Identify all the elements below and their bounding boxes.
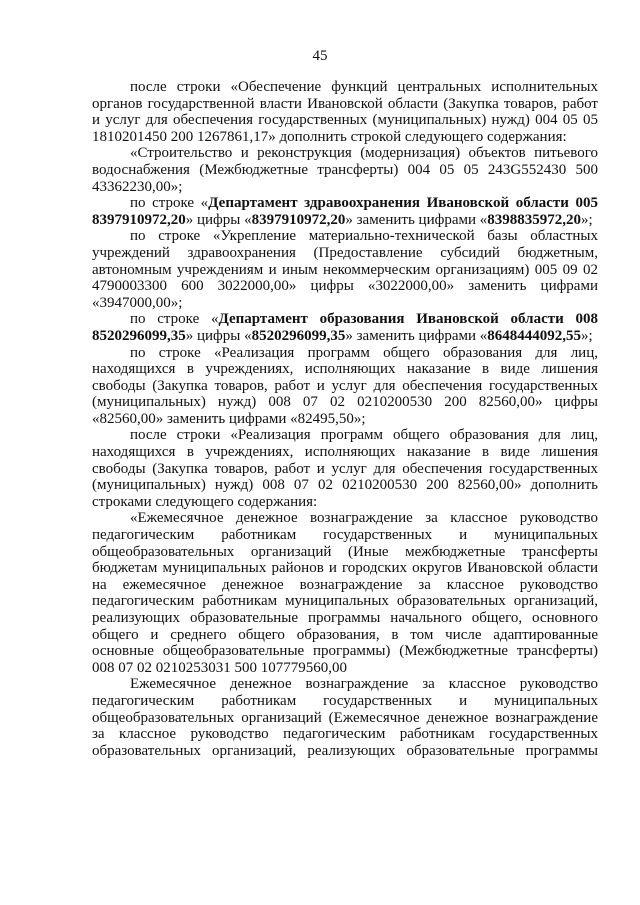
old-amount: 8520296099,35 — [251, 327, 346, 344]
paragraph-3: по строке «Департамент здравоохранения Ивановской области 005 8397910972,20» цифры «8397910972,20» заменить цифрами «8398835972,20»; — [92, 195, 599, 228]
paragraph-4: по строке «Укрепление материально-технической базы областных учреждений здравоохранения (Предоставление субсидий бюджетным, автономным учреждениям и иным некоммерческим организациям) 005 09 02 4790003300 600 3022000,00» цифры «3022000,00» заменить цифрами «3947000,00»; — [92, 228, 598, 311]
document-body — [92, 79, 598, 759]
department-name-education: Департамент образования Ивановской области 008 8520296099,35 — [92, 311, 599, 344]
new-amount: 8398835972,20 — [487, 211, 581, 228]
paragraph-1: после строки «Обеспечение функций центральных исполнительных органов государственной власти Ивановской области (Закупка товаров, работ и услуг для обеспечения государственных (муниципальных) нужд) 004 05 05 1810201450 200 1267861,17» дополнить строкой следующего содержания: — [92, 79, 598, 145]
paragraph-5: по строке «Департамент образования Ивановской области 008 8520296099,35» цифры «8520296099,35» заменить цифрами «8648444092,55»; — [92, 311, 599, 344]
paragraph-7: после строки «Реализация программ общего образования для лиц, находящихся в учреждениях, исполняющих наказание в виде лишения свободы (Закупка товаров, работ и услуг для обеспечения государственных (муниципальных) нужд) 008 07 02 0210200530 200 82560,00» дополнить строками следующего содержания: — [92, 427, 598, 510]
new-amount: 8648444092,55 — [487, 327, 581, 344]
page-number: 45 — [312, 48, 328, 64]
paragraph-6: по строке «Реализация программ общего образования для лиц, находящихся в учреждениях, исполняющих наказание в виде лишения свободы (Закупка товаров, работ и услуг для обеспечения государственных (муниципальных) нужд) 008 07 02 0210200530 200 82560,00» цифры «82560,00» заменить цифрами «82495,50»; — [92, 344, 598, 427]
department-name-health: Департамент здравоохранения Ивановской области 005 8397910972,20 — [92, 195, 599, 228]
old-amount: 8397910972,20 — [251, 211, 346, 228]
paragraph-8: «Ежемесячное денежное вознаграждение за классное руководство педагогическим работникам государственных и муниципальных общеобразовательных организаций (Иные межбюджетные трансферты бюджетам муниципальных районов и городских округов Ивановской области на ежемесячное денежное вознаграждение за классное руководство педагогическим работникам муниципальных образовательных организаций, реализующих образовательные программы начального общего, основного общего и среднего общего образования, в том числе адаптированные основные общеобразовательные программы) (Межбюджетные трансферты) 008 07 02 0210253031 500 107779560,00 — [92, 510, 598, 676]
paragraph-9: Ежемесячное денежное вознаграждение за классное руководство педагогическим работникам государственных и муниципальных общеобразовательных организаций (Ежемесячное денежное вознаграждение за классное руководство педагогическим работникам государственных образовательных организаций, реализующих образовательные программы — [92, 676, 598, 759]
paragraph-2: «Строительство и реконструкция (модернизация) объектов питьевого водоснабжения (Межбюджетные трансферты) 004 05 05 243G552430 500 43362230,00»; — [92, 145, 598, 195]
